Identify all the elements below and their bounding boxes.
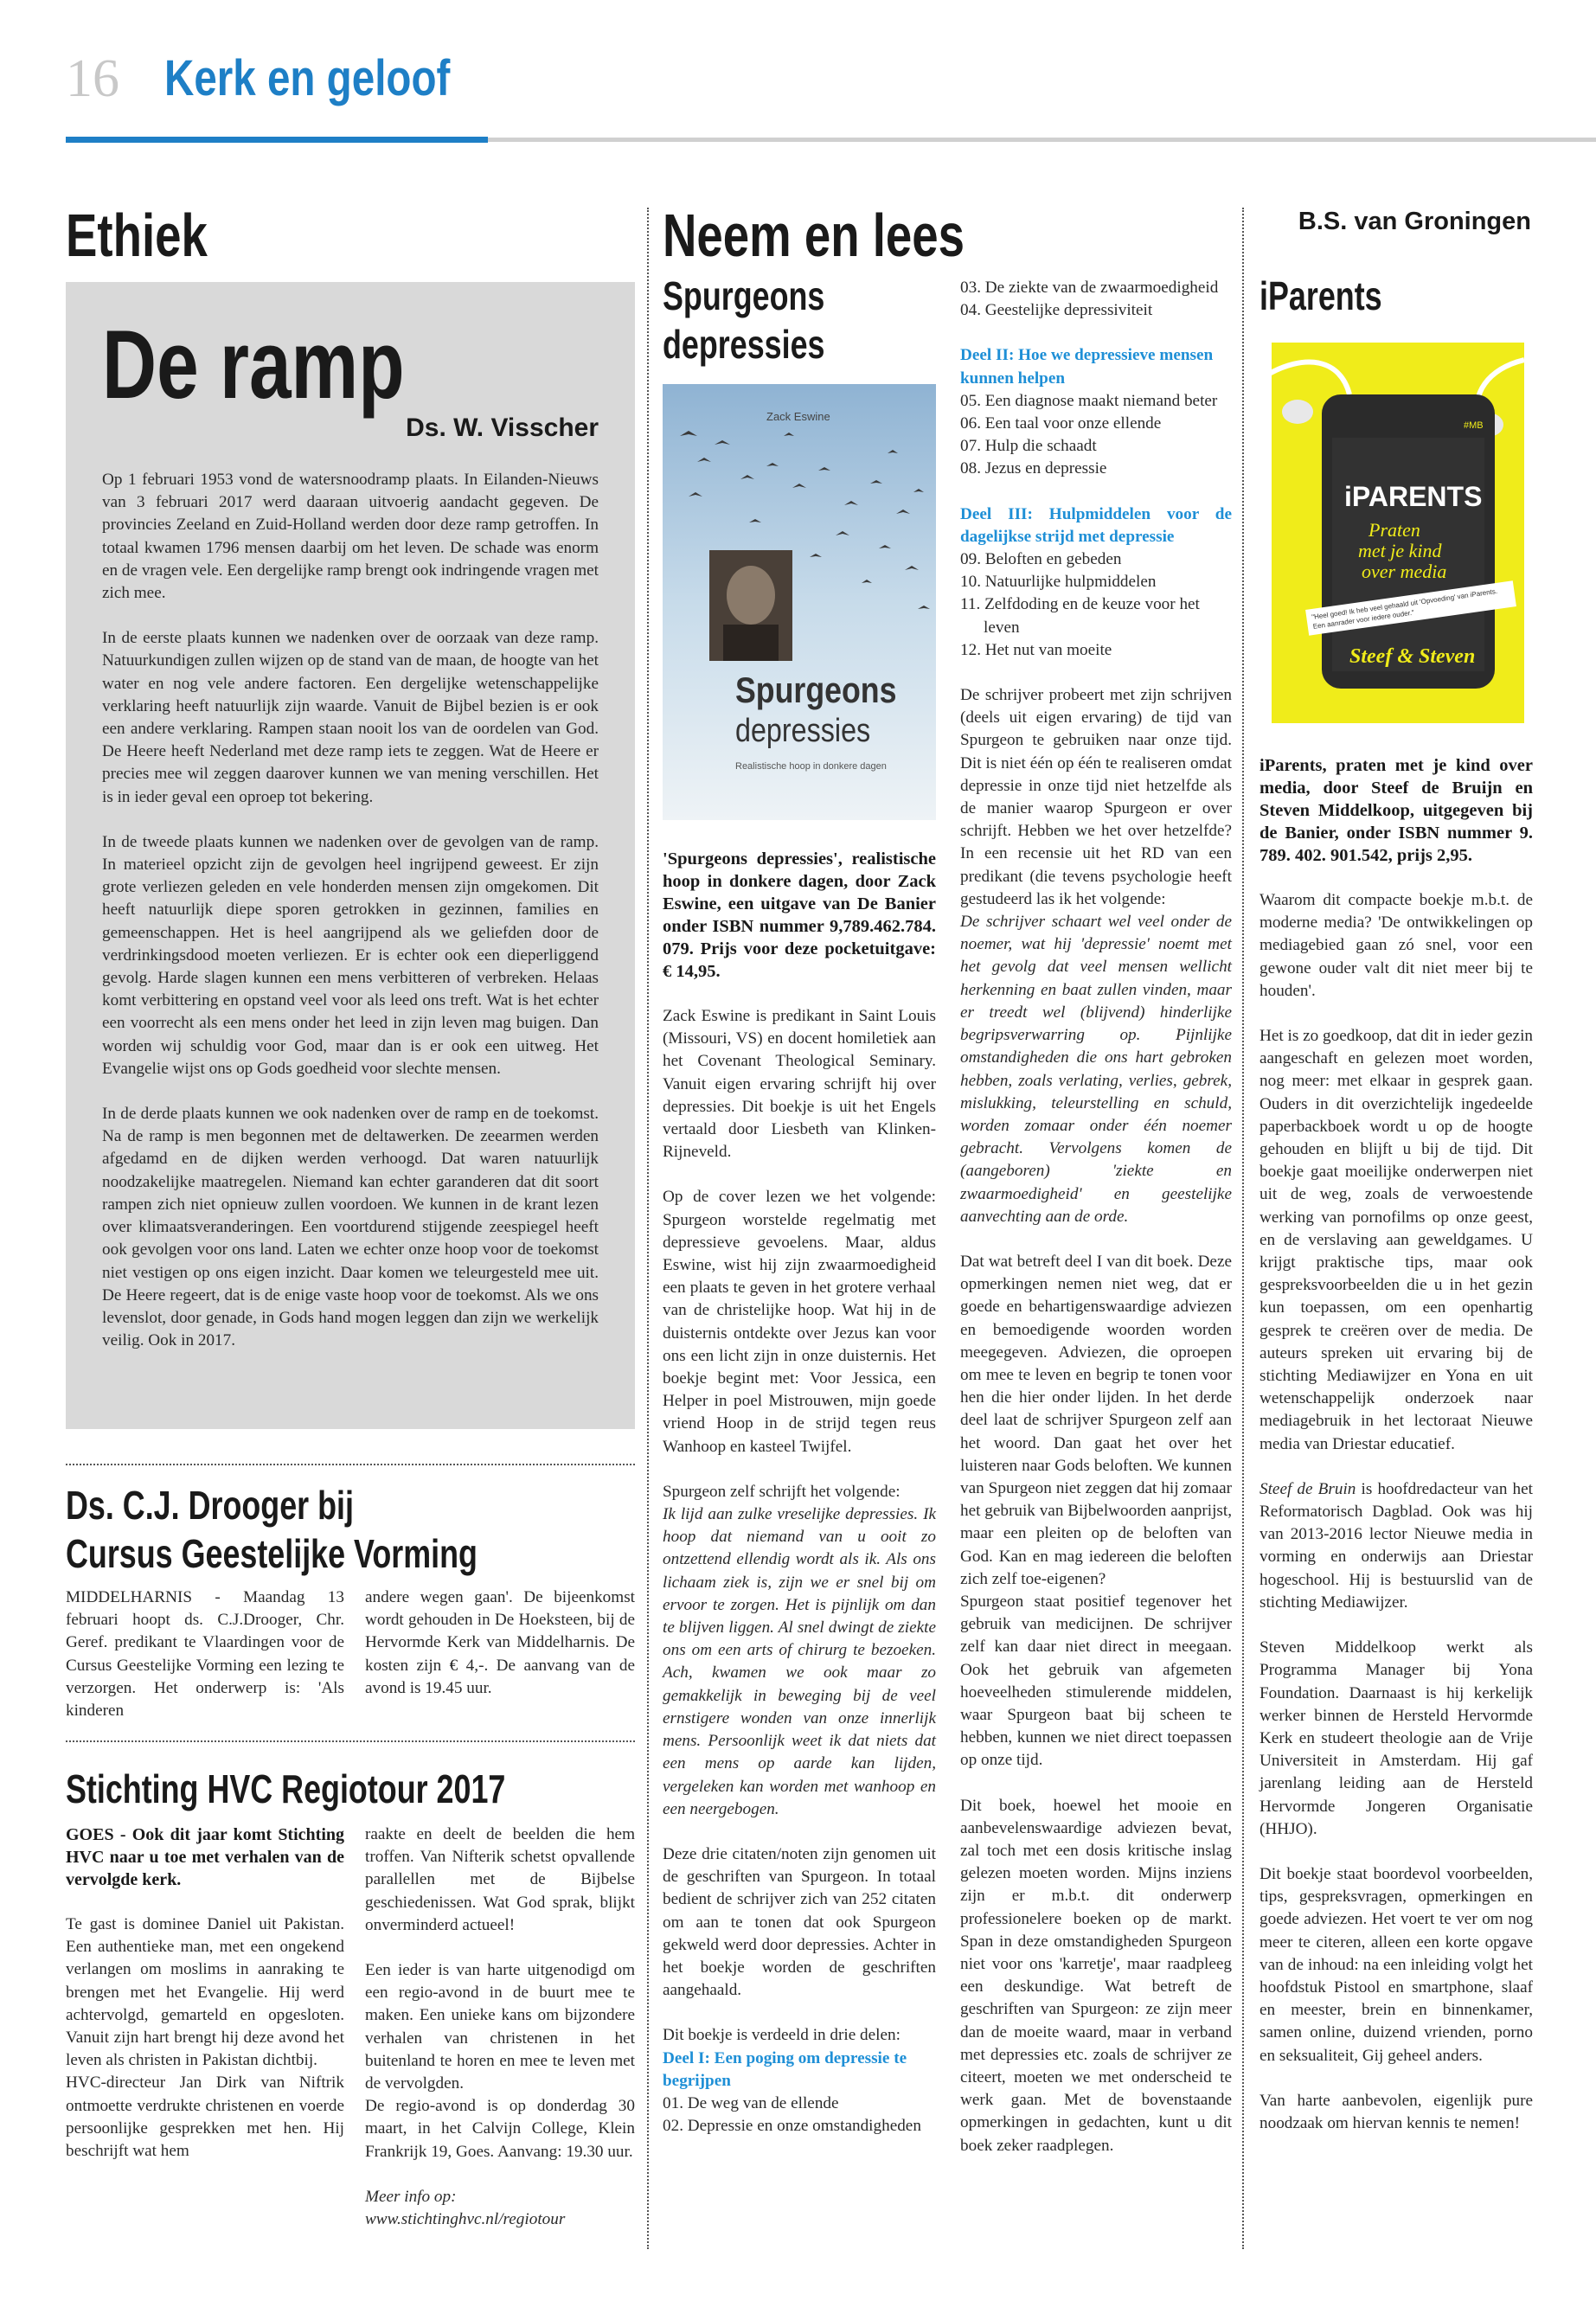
list-item: 04. Geestelijke depressiviteit: [960, 301, 1153, 320]
neem-paragraph: Op de cover lezen we het volgende: Spurgeon worstelde regelmatig met depressieve gevoelens. Maar, aldus Eswine, wist hij zijn zwaarmoedigheid een plaats te geven in het grotere verhaal van de christelijke hoop. Wat hij in de duisternis ontdekte over Jezus kan voor ons een licht zijn in onze duisternis. Het boekje begint met: Voor Jessica, een Helper in poel Mistrouwen, mijn goede vriend Hoop in de strijd tegen reus Wanhoop en kasteel Twijfel.: [663, 1188, 936, 1456]
list-item: 11. Zelfdoding en de keuze voor het leven: [960, 595, 1200, 637]
neem-label: Neem en lees: [663, 202, 965, 269]
neem-title-line2: depressies: [663, 322, 825, 367]
cover-subtitle-3: over media: [1362, 561, 1447, 582]
cover-authors: Steef & Steven: [1349, 645, 1476, 668]
hvc-lead: GOES - Ook dit jaar komt Stichting HVC naar u toe met verhalen van de vervolgde kerk.: [66, 1825, 344, 1889]
article-author: Ds. W. Visscher: [406, 413, 599, 442]
section-divider: [66, 1740, 635, 1742]
deel1-title: Deel I: Een poging om depressie te begrijpen: [663, 2048, 907, 2090]
author-name: Steef de Bruin: [1259, 1479, 1356, 1498]
byline: B.S. van Groningen: [1298, 208, 1531, 235]
list-item: 06. Een taal voor onze ellende: [960, 414, 1162, 433]
hvc-paragraph: De regio-avond is op donderdag 30 maart, in het Calvijn College, Klein Frankrijk 19, Goes. Aanvang: 19.30 uur.: [365, 2097, 635, 2161]
header-bar-grey: [488, 138, 1596, 142]
ethiek-body: [102, 469, 599, 1352]
list-item: 02. Depressie en onze omstandigheden: [663, 2117, 921, 2136]
header-bar-blue: [66, 137, 488, 143]
hvc-paragraph: HVC-directeur Jan Dirk van Niftrik ontmoette verdrukte christenen en voerde persoonlijke gesprekken met hen. Hij beschrijft wat hem: [66, 2073, 344, 2161]
cover-subtitle-1: Praten: [1368, 519, 1420, 541]
neem-paragraph: Zack Eswine is predikant in Saint Louis (Missouri, VS) en docent homiletiek aan het Covenant Theological Seminary. Vanuit eigen ervaring schrijft hij over depressies. Dit boekje is uit het Engels vertaald door Liesbeth van Klinken-Rijneveld.: [663, 1007, 936, 1162]
hvc-paragraph: raakte en deelt de beelden die hem troffen. Van Nifterik schetst opvallende parallellen met de Bijbelse geschiedenissen. Wat God sprak, blijkt onverminderd actueel!: [365, 1825, 635, 1934]
neem-paragraph: Dat wat betreft deel I van dit boek. Deze opmerkingen nemen niet weg, dat er goede en behartigenswaardige adviezen en bemoedigende woorden worden meegegeven. Adviezen, die oproepen om mee te leven en begrip te tonen voor hen die hier onder lijden. In het derde deel laat de schrijver Spurgeon zelf aan het woord. Dan gaat het over het luisteren naar Gods beloften. We kunnen van Spurgeon niet zeggen dat hij zomaar het gebruik van Bijbelwoorden aanprijst, maar een pleiten op de beloften van God. Kan en mag iedereen die beloften zich zelf toe-eigenen?: [960, 1252, 1232, 1588]
iparents-paragraph: Steven Middelkoop werkt als Programma Manager bij Yona Foundation. Daarnaast is hij kerkelijk werker binnen de Hersteld Hervormde Kerk en studeert theologie aan de Vrije Universiteit in Amsterdam. Hij gaf jarenlang leiding aan de Hersteld Hervormde Jongeren Organisatie (HHJO).: [1259, 1638, 1533, 1838]
drooger-col1: MIDDELHARNIS - Maandag 13 februari hoopt ds. C.J.Drooger, Chr. Geref. predikant te Vlaardingen voor de Cursus Geestelijke Vorming een lezing te verzorgen. Het onderwerp is: 'Als kinderen: [66, 1588, 344, 1721]
cover-author: Zack Eswine: [766, 410, 830, 423]
neem-col1: [663, 848, 936, 2138]
iparents-title: iParents: [1259, 273, 1382, 318]
drooger-title-line2: Cursus Geestelijke Vorming: [66, 1531, 478, 1576]
section-title: Kerk en geloof: [164, 50, 451, 106]
neem-paragraph: Deze drie citaten/noten zijn genomen uit de geschriften van Spurgeon. In totaal bedient de schrijver zich van 252 citaten om aan te tonen dat ook Spurgeon gekweld werd door depressies. Achter in het boekje worden de geschriften aangehaald.: [663, 1844, 936, 2000]
hvc-paragraph: Te gast is dominee Daniel uit Pakistan. Een authentieke man, met een ongekend verlangen om moslims in aanraking te brengen met het Evangelie. Hij werd achtervolgd, gemarteld en opgesloten. Vanuit zijn hart brengt hij deze avond het leven als christen in Pakistan dichtbij.: [66, 1915, 344, 2070]
iparents-paragraph: [1259, 1478, 1533, 1614]
ethiek-paragraph: In de eerste plaats kunnen we nadenken over de oorzaak van deze ramp. Natuurkundigen zullen wijzen op de stand van de maan, de hoogte van het water en nog vele andere factoren. Een dergelijke wetenschappelijke verklaring heeft natuurlijk zijn waarde. Vanuit de Bijbel bezien is er ook een andere verklaring. Rampen staan nooit los van de oordelen van God. De Heere heeft Nederland met deze ramp iets te zeggen. Wat de Heere er precies mee wil zeggen daarover kunnen we van mening verschillen. Het is in ieder geval een oproep tot bekering.: [102, 629, 599, 806]
cover-subtitle: Realistische hoop in donkere dagen: [735, 761, 887, 772]
list-item: 08. Jezus en depressie: [960, 459, 1107, 478]
hvc-title: Stichting HVC Regiotour 2017: [66, 1766, 506, 1811]
list-item: 10. Natuurlijke hulpmiddelen: [960, 573, 1157, 592]
iparents-paragraph: Van harte aanbevolen, eigenlijk pure noodzaak om hiervan kennis te nemen!: [1259, 2091, 1533, 2132]
list-item: 12. Het nut van moeite: [960, 640, 1112, 659]
neem-quote: Ik lijd aan zulke vreselijke depressies. Ik hoop dat niemand van u ooit zo ontzettend ellendig wordt als ik. Als ons lichaam ziek is, zijn we er snel bij om ervoor te zorgen. Het is pijnlijk om dan te blijven liggen. Al snel dwingt de ziekte ons om een arts of chirurg te bezoeken. Ach, kwamen we ook maar zo gemakkelijk in beweging bij de veel ernstigere wonden van onze innerlijk mens. Persoonlijk weet ik dat niets dat een mens op aarde kan lijden, vergeleken kan worden met wanhoop en een neergebogen.: [663, 1505, 936, 1818]
neem-paragraph: Dit boek, hoewel het mooie en aanbevelenswaardige adviezen bevat, zal toch met een dosis kritische inslag gelezen moeten worden. Mijns inziens zijn er m.b.t. dit onderwerp professionelere boeken op de markt. Span in deze omstandigheden Spurgeon niet voor ons 'karretje', maar raadpleeg een deskundige. Wat betreft de geschriften van Spurgeon: ze zijn meer dan de moeite waard, maar in verband met depressies etc. zoals de schrijver ze citeert, moeten we met onderscheid te werk gaan. Met de bovenstaande opmerkingen in gedachten, kunt u dit boek zeker raadplegen.: [960, 1796, 1232, 2155]
iparents-book-cover: [1272, 343, 1524, 723]
column-divider-2: [1242, 208, 1244, 2249]
hvc-paragraph: Een ieder is van harte uitgenodigd om een regio-avond in de buurt mee te maken. Een unieke kans om bijzondere verhalen van christenen in het buitenland te horen en mee te leven met de vervolgden.: [365, 1961, 635, 2093]
spurgeon-book-cover: [663, 384, 936, 820]
hvc-col2: [365, 1823, 635, 2231]
cover-title: iPARENTS: [1344, 481, 1483, 512]
drooger-col2: andere wegen gaan'. De bijeenkomst wordt gehouden in De Hoeksteen, bij de Hervormde Kerk van Middelharnis. De kosten zijn € 4,-. De aanvang van de avond is 19.45 uur.: [365, 1588, 635, 1697]
neem-col2: [960, 277, 1232, 2157]
deel3-title: Deel III: Hulpmiddelen voor de dagelijkse strijd met depressie: [960, 504, 1232, 546]
neem-quote: De schrijver schaart wel veel onder de noemer, wat hij 'depressie' noemt met het gevolg dat veel mensen wellicht herkenning en baat zullen vinden, maar er treedt wel (blijvend) hinderlijke begripsverwarring op. Pijnlijke omstandigheden die ons hart gebroken hebben, zoals verlating, verlies, gebrek, mislukking, teleurstelling en schuld, worden zomaar onder één noemer gebracht. Vervolgens komen de (aangeboren) 'ziekte en zwaarmoedigheid' en geestelijke aanvechting aan de orde.: [960, 913, 1232, 1226]
cover-badge: #MB: [1464, 420, 1484, 431]
ethiek-label: Ethiek: [66, 202, 208, 269]
neem-title-line1: Spurgeons: [663, 273, 825, 318]
neem-paragraph: Spurgeon zelf schrijft het volgende:: [663, 1482, 901, 1501]
section-divider: [66, 1464, 635, 1465]
neem-caption: 'Spurgeons depressies', realistische hoop in donkere dagen, door Zack Eswine, een uitgave van De Banier onder ISBN nummer 9,789.462.784. 079. Prijs voor deze pocketuitgave: € 14,95.: [663, 849, 936, 981]
iparents-paragraph: Het is zo goedkoop, dat dit in ieder gezin aangeschaft en gelezen moet worden, nog meer: met elkaar in gesprek gaan. Ouders in dit overzichtelijk ingedeelde paperbackboek wordt u op de hoogte gehouden en blijft u bij de tijd. Dit boekje gaat moeilijke onderwerpen niet uit de weg, zoals de verwoestende werking van pornofilms op onze geest, en de verslaving aan geweldgames. U krijgt praktische tips, maar ook gespreksvoorbeelden die u in het gezin kun toepassen, om een openhartig gesprek te creëren over de media. De auteurs spreken uit ervaring bij de stichting Mediawijzer en Yona en uit wetenschappelijk onderzoek naar mediagebruik in het lectoraat Nieuwe media van Driestar educatief.: [1259, 1027, 1533, 1453]
iparents-paragraph: Dit boekje staat boordevol voorbeelden, tips, gespreksvragen, opmerkingen en goede adviezen. Het voert te ver om nog meer te citeren, alleen een korte opgave van de inhoud: na een inleiding volgt het hoofdstuk Pistool en smartphone, slaaf en meester, brein en binnenkamer, samen online, duizend vrienden, porno en seksualiteit, Gij geheel anders.: [1259, 1864, 1533, 2065]
iparents-caption: iParents, praten met je kind over media, door Steef de Bruijn en Steven Middelkoop, uitgegeven bij de Banier, onder ISBN nummer 9. 789. 402. 901.542, prijs 2,95.: [1259, 756, 1533, 865]
hvc-more-link[interactable]: www.stichtinghvc.nl/regiotour: [365, 2210, 566, 2229]
list-item: 09. Beloften en gebeden: [960, 550, 1122, 569]
drooger-title-line1: Ds. C.J. Drooger bij: [66, 1483, 354, 1528]
cover-title-2: depressies: [735, 713, 871, 749]
cover-title-1: Spurgeons: [735, 670, 897, 710]
article-title: De ramp: [102, 311, 405, 419]
iparents-paragraph: Waarom dit compacte boekje m.b.t. de moderne media? 'De ontwikkelingen op mediagebied gaan zó snel, voor een gewone ouder valt dit niet meer bij te houden'.: [1259, 891, 1533, 1000]
hvc-more-label: Meer info op:: [365, 2187, 457, 2206]
birds-illustration: [663, 384, 936, 820]
neem-paragraph: Spurgeon staat positief tegenover het gebruik van medicijnen. De schrijver zelf kan daar niet direct in meegaan. Ook het gebruik van afgemeten hoeveelheden stimulerende middelen, waar Spurgeon baat bij scheen te hebben, kunnen we niet direct toepassen op onze tijd.: [960, 1592, 1232, 1770]
cover-subtitle-2: met je kind: [1358, 540, 1442, 561]
list-item: 05. Een diagnose maakt niemand beter: [960, 391, 1218, 410]
list-item: 01. De weg van de ellende: [663, 2093, 839, 2112]
ethiek-paragraph: In de derde plaats kunnen we ook nadenken over de ramp en de toekomst. Na de ramp is men begonnen met de deltawerken. De zeearmen werden afgedamd en de dijken werden verhoogd. Dat waren natuurlijk noodzakelijke maatregelen. Niemand kan echter garanderen dat dit soort rampen zich niet opnieuw zullen voordoen. We kunnen in de krant lezen over klimaatsveranderingen. Een voortdurend stijgende zeespiegel heeft ook gevolgen voor ons land. Laten we echter onze hoop voor de toekomst niet vestigen op ons eigen inzicht. Daar komen we teleurgesteld mee uit. De Heere regeert, dat is de enige vaste hoop voor de toekomst. Als we ons levenslot, door genade, in Gods hand mogen leggen dan zijn we werkelijk veilig. Ook in 2017.: [102, 1105, 599, 1350]
list-item: 03. De ziekte van de zwaarmoedigheid: [960, 279, 1219, 297]
hvc-col1: [66, 1823, 344, 2163]
neem-paragraph: De schrijver probeert met zijn schrijven (deels uit eigen ervaring) de tijd van Spurgeon te gebruiken naar onze tijd. Dit is niet één op één te realiseren omdat depressie in onze tijd niet hetzelfde als de manier waarop Spurgeon er over schrijft. Hebben we het over hetzelfde? In een recensie uit het RD van een predikant (die tevens psychologie heeft gestudeerd las ik het volgende:: [960, 686, 1232, 908]
iparents-body: [1259, 754, 1533, 2135]
deel2-title: Deel II: Hoe we depressieve mensen kunnen helpen: [960, 346, 1214, 388]
column-divider-1: [647, 208, 649, 2249]
page-number: 16: [66, 49, 119, 108]
ethiek-paragraph: In de tweede plaats kunnen we nadenken over de gevolgen van de ramp. In materieel opzicht zijn de gevolgen heel ingrijpend geweest. Er zijn grote verliezen geleden en vele honderden mensen zijn omgekomen. Dit heeft natuurlijk diepe sporen getrokken in gezinnen, families en gemeenschappen. Het is heel aangrijpend als we geliefden door de verdrinkingsdood moeten verliezen. Er is echter ook een dieperliggend gevolg. Harde slagen kunnen een mens verbitteren of verbreken. Helaas komt verbittering en opstand veel voor als leed ons treft. Wat is het echter een voorrecht als een mens onder het leed in zijn leven mag buigen. Dan worden wij schuldig voor God, maar dan is er ook een uitweg. Het Evangelie wijst ons op Gods goedheid voor slechte mensen.: [102, 832, 599, 1078]
cover-quote: "Heel goed! Ik heb veel gehaald uit 'Opvoeding' van iParents. Een aanrader voor iedere ouder.": [1305, 580, 1516, 635]
author-bio: is hoofdredacteur van het Reformatorisch Dagblad. Ook was hij van 2013-2016 lector Nieuwe media in vorming en onderwijs aan Driestar hogeschool. Hij is bestuurslid van de stichting Mediawijzer.: [1259, 1479, 1533, 1612]
ethiek-paragraph: Op 1 februari 1953 vond de watersnoodramp plaats. In Eilanden-Nieuws van 3 februari 2017 werd daaraan uitvoerig aandacht gegeven. De provincies Zeeland en Zuid-Holland werden door deze ramp getroffen. In totaal kwamen 1796 mensen daarbij om het leven. De schade was enorm en de vragen vele. Een dergelijke ramp brengt ook indringende vragen met zich mee.: [102, 471, 599, 603]
list-item: 07. Hulp die schaadt: [960, 437, 1097, 456]
neem-paragraph: Dit boekje is verdeeld in drie delen:: [663, 2026, 901, 2045]
